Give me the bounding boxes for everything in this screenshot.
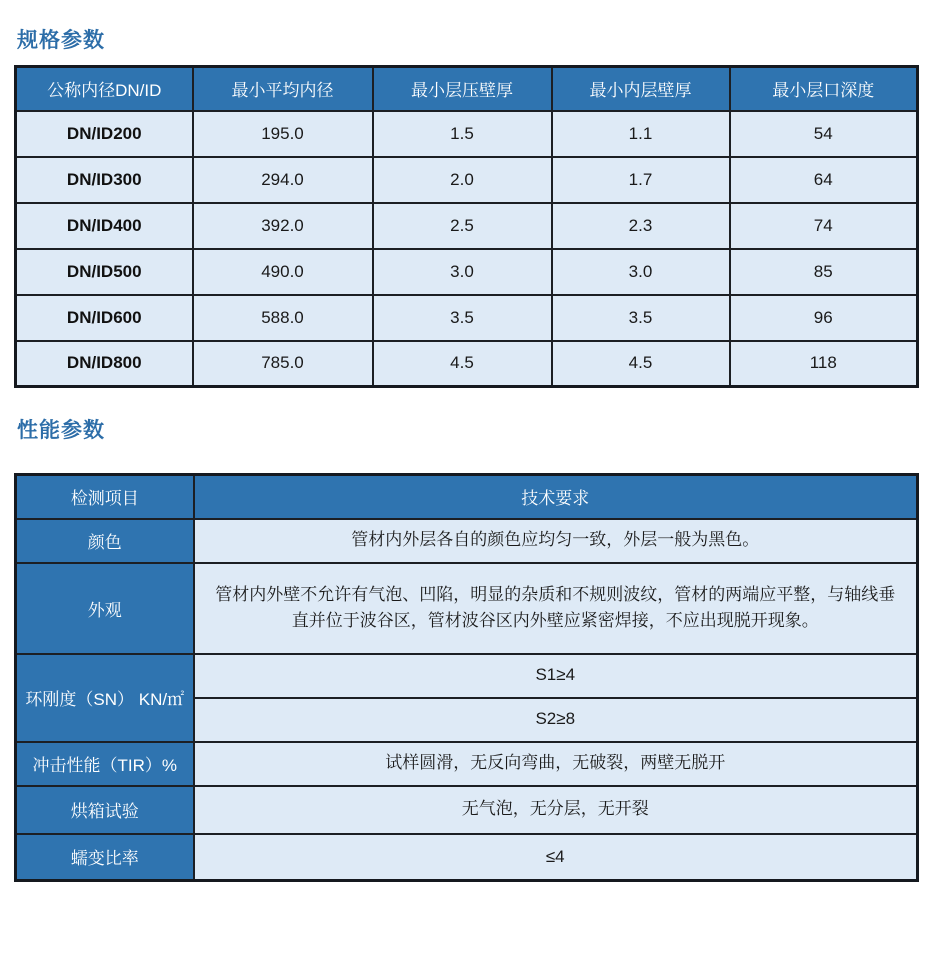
- table-row: [16, 834, 918, 881]
- spec-header-min-inner-wall: 最小内层壁厚: [552, 67, 730, 111]
- spec-cell: 1.7: [552, 157, 730, 203]
- spec-cell: 118: [730, 341, 918, 387]
- spec-cell: 588.0: [193, 295, 373, 341]
- perf-req-appearance: 管材内外壁不允许有气泡、凹陷，明显的杂质和不规则波纹，管材的两端应平整，与轴线垂直并位于波谷区，管材波谷区内外壁应紧密焊接，不应出现脱开现象。: [194, 563, 918, 654]
- perf-req-creep-ratio: ≤4: [194, 834, 918, 881]
- spec-cell: 294.0: [193, 157, 373, 203]
- spec-table-header: [16, 67, 918, 111]
- table-row: [16, 295, 918, 341]
- section-title-perf: 性能参数: [17, 419, 105, 442]
- perf-table-header: [16, 475, 918, 519]
- spec-table-body: [16, 111, 918, 387]
- spec-cell: 85: [730, 249, 918, 295]
- perf-label-creep-ratio: 蠕变比率: [16, 834, 194, 881]
- spec-cell: 3.5: [552, 295, 730, 341]
- perf-req-impact: 试样圆滑，无反向弯曲，无破裂，两壁无脱开: [194, 742, 918, 786]
- perf-label-oven-test: 烘箱试验: [16, 786, 194, 834]
- spec-cell: 96: [730, 295, 918, 341]
- perf-label-appearance: 外观: [16, 563, 194, 654]
- spec-row-name: DN/ID300: [16, 157, 193, 203]
- perf-req-color: 管材内外层各自的颜色应均匀一致，外层一般为黑色。: [194, 519, 918, 563]
- table-row: [16, 203, 918, 249]
- spec-row-name: DN/ID600: [16, 295, 193, 341]
- spec-cell: 3.0: [552, 249, 730, 295]
- spec-table: [14, 65, 919, 388]
- spec-cell: 785.0: [193, 341, 373, 387]
- table-row: [16, 111, 918, 157]
- spec-cell: 392.0: [193, 203, 373, 249]
- perf-header-test-item: 检测项目: [16, 475, 194, 519]
- spec-cell: 74: [730, 203, 918, 249]
- spec-row-name: DN/ID200: [16, 111, 193, 157]
- table-row: [16, 519, 918, 563]
- table-row: [16, 157, 918, 203]
- spec-header-row: [16, 67, 918, 111]
- perf-label-color: 颜色: [16, 519, 194, 563]
- spec-cell: 3.5: [373, 295, 552, 341]
- spec-row-name: DN/ID800: [16, 341, 193, 387]
- spec-cell: 195.0: [193, 111, 373, 157]
- spec-header-nominal-diameter: 公称内径DN/ID: [16, 67, 193, 111]
- section-title-spec: 规格参数: [17, 29, 105, 52]
- perf-header-row: [16, 475, 918, 519]
- perf-header-tech-requirement: 技术要求: [194, 475, 918, 519]
- spec-cell: 2.3: [552, 203, 730, 249]
- table-row: [16, 341, 918, 387]
- perf-req-oven-test: 无气泡，无分层，无开裂: [194, 786, 918, 834]
- spec-cell: 3.0: [373, 249, 552, 295]
- spec-row-name: DN/ID500: [16, 249, 193, 295]
- perf-label-impact: 冲击性能（TIR）%: [16, 742, 194, 786]
- spec-header-min-socket-depth: 最小层口深度: [730, 67, 918, 111]
- spec-cell: 1.5: [373, 111, 552, 157]
- spec-row-name: DN/ID400: [16, 203, 193, 249]
- table-row: [16, 654, 918, 698]
- perf-req-ring-stiffness-s1: S1≥4: [194, 654, 918, 698]
- spec-header-min-avg-diameter: 最小平均内径: [193, 67, 373, 111]
- table-row: [16, 786, 918, 834]
- spec-cell: 2.0: [373, 157, 552, 203]
- spec-cell: 1.1: [552, 111, 730, 157]
- spec-header-min-laminated-wall: 最小层压壁厚: [373, 67, 552, 111]
- table-row: [16, 742, 918, 786]
- table-row: [16, 563, 918, 654]
- perf-label-ring-stiffness: 环刚度（SN） KN/㎡: [16, 654, 194, 742]
- perf-table: [14, 473, 919, 882]
- spec-cell: 4.5: [552, 341, 730, 387]
- spec-cell: 64: [730, 157, 918, 203]
- spec-cell: 2.5: [373, 203, 552, 249]
- spec-cell: 54: [730, 111, 918, 157]
- table-row: [16, 249, 918, 295]
- spec-cell: 4.5: [373, 341, 552, 387]
- perf-req-ring-stiffness-s2: S2≥8: [194, 698, 918, 742]
- perf-table-body: [16, 519, 918, 881]
- spec-cell: 490.0: [193, 249, 373, 295]
